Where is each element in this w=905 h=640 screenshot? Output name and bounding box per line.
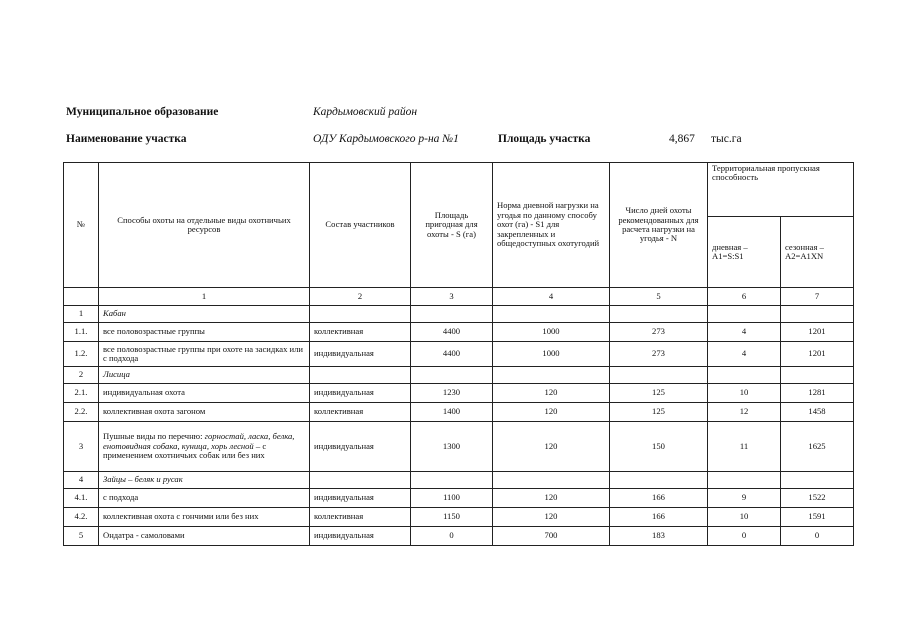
row-days: 125 xyxy=(610,403,708,422)
municipality-value: Кардымовский район xyxy=(313,106,418,118)
header-daily: дневная – A1=S:S1 xyxy=(708,217,781,288)
row-days: 183 xyxy=(610,527,708,546)
section-row xyxy=(64,306,854,323)
row-daily: 10 xyxy=(708,384,781,403)
col-number: 7 xyxy=(781,288,854,306)
fur-suffix: – с применением охотничьих собак или без них xyxy=(103,440,267,461)
row-participants: коллективная xyxy=(310,323,411,342)
col-number: 4 xyxy=(493,288,610,306)
table-row xyxy=(64,342,854,367)
row-daily: 10 xyxy=(708,508,781,527)
row-method xyxy=(99,422,310,472)
row-num: 2.2. xyxy=(64,403,99,422)
row-method: с подхода xyxy=(99,489,310,508)
row-norm: 1000 xyxy=(493,342,610,367)
row-area: 0 xyxy=(411,527,493,546)
row-norm: 120 xyxy=(493,489,610,508)
col-number: 2 xyxy=(310,288,411,306)
row-seasonal: 1281 xyxy=(781,384,854,403)
row-participants: индивидуальная xyxy=(310,422,411,472)
row-seasonal: 1522 xyxy=(781,489,854,508)
row-num: 5 xyxy=(64,527,99,546)
row-days: 166 xyxy=(610,508,708,527)
header-method: Способы охоты на отдельные виды охотничьих ресурсов xyxy=(99,163,310,288)
row-seasonal: 1591 xyxy=(781,508,854,527)
section-row xyxy=(64,367,854,384)
row-area: 1300 xyxy=(411,422,493,472)
row-method: все половозрастные группы xyxy=(99,323,310,342)
row-norm: 120 xyxy=(493,384,610,403)
row-num: 4.1. xyxy=(64,489,99,508)
area-unit: тыс.га xyxy=(711,133,742,145)
row-participants: индивидуальная xyxy=(310,489,411,508)
row-num: 4 xyxy=(64,472,99,489)
row-participants: индивидуальная xyxy=(310,342,411,367)
row-participants: коллективная xyxy=(310,508,411,527)
row-method: коллективная охота загоном xyxy=(99,403,310,422)
row-norm: 700 xyxy=(493,527,610,546)
row-num: 2 xyxy=(64,367,99,384)
row-method: коллективная охота с гончими или без них xyxy=(99,508,310,527)
header-capacity: Территориальная пропускная способность xyxy=(708,163,854,217)
row-method: индивидуальная охота xyxy=(99,384,310,403)
row-days: 166 xyxy=(610,489,708,508)
row-norm: 1000 xyxy=(493,323,610,342)
header-days: Число дней охоты рекомендованных для расчета нагрузки на угодья - N xyxy=(610,163,708,288)
row-seasonal: 1201 xyxy=(781,342,854,367)
header-seasonal: сезонная – A2=A1XN xyxy=(781,217,854,288)
area-value: 4,867 xyxy=(669,133,695,145)
hunting-capacity-table xyxy=(63,162,854,546)
table-row xyxy=(64,527,854,546)
table-row xyxy=(64,403,854,422)
row-norm: 120 xyxy=(493,422,610,472)
row-daily: 4 xyxy=(708,323,781,342)
row-area: 1400 xyxy=(411,403,493,422)
row-seasonal: 1625 xyxy=(781,422,854,472)
row-norm: 120 xyxy=(493,403,610,422)
row-num: 1.1. xyxy=(64,323,99,342)
table-row xyxy=(64,422,854,472)
header-area: Площадь пригодная для охоты - S (га) xyxy=(411,163,493,288)
row-method: Ондатра - самоловами xyxy=(99,527,310,546)
header-num: № xyxy=(64,163,99,288)
table-row xyxy=(64,384,854,403)
row-seasonal: 1201 xyxy=(781,323,854,342)
section-row xyxy=(64,472,854,489)
table-row xyxy=(64,323,854,342)
area-label: Площадь участка xyxy=(498,133,591,145)
fur-prefix: Пушные виды по перечню: xyxy=(103,431,205,442)
row-daily: 11 xyxy=(708,422,781,472)
row-area: 4400 xyxy=(411,323,493,342)
row-area: 1150 xyxy=(411,508,493,527)
municipality-label: Муниципальное образование xyxy=(66,106,219,118)
row-area: 1230 xyxy=(411,384,493,403)
section-name: Лисица xyxy=(99,367,310,384)
row-participants: коллективная xyxy=(310,403,411,422)
plot-label: Наименование участка xyxy=(66,133,187,145)
row-participants: индивидуальная xyxy=(310,384,411,403)
row-area: 4400 xyxy=(411,342,493,367)
row-days: 273 xyxy=(610,342,708,367)
table-row xyxy=(64,508,854,527)
row-num: 1.2. xyxy=(64,342,99,367)
row-area: 1100 xyxy=(411,489,493,508)
col-number: 1 xyxy=(99,288,310,306)
column-numbers-row xyxy=(64,288,854,306)
section-name: Зайцы – беляк и русак xyxy=(99,472,310,489)
row-daily: 12 xyxy=(708,403,781,422)
row-days: 125 xyxy=(610,384,708,403)
row-seasonal: 1458 xyxy=(781,403,854,422)
row-days: 150 xyxy=(610,422,708,472)
col-number: 3 xyxy=(411,288,493,306)
header-participants: Состав участников xyxy=(310,163,411,288)
row-norm: 120 xyxy=(493,508,610,527)
row-seasonal: 0 xyxy=(781,527,854,546)
row-days: 273 xyxy=(610,323,708,342)
row-daily: 9 xyxy=(708,489,781,508)
header-norm: Норма дневной нагрузки на угодья по данному способу охот (га) - S1 для закрепленных и общедоступных охотугодий xyxy=(493,163,610,288)
col-number: 6 xyxy=(708,288,781,306)
fur-species: горностай, ласка, белка, енотовидная собака, куница, хорь лесной xyxy=(103,431,295,451)
row-num: 3 xyxy=(64,422,99,472)
row-num: 4.2. xyxy=(64,508,99,527)
col-number: 5 xyxy=(610,288,708,306)
plot-value: ОДУ Кардымовского р-на №1 xyxy=(313,133,459,145)
row-num: 1 xyxy=(64,306,99,323)
row-daily: 4 xyxy=(708,342,781,367)
section-name: Кабан xyxy=(99,306,310,323)
row-num: 2.1. xyxy=(64,384,99,403)
row-participants: индивидуальная xyxy=(310,527,411,546)
table-row xyxy=(64,489,854,508)
row-daily: 0 xyxy=(708,527,781,546)
row-method: все половозрастные группы при охоте на засидках или с подхода xyxy=(99,342,310,367)
